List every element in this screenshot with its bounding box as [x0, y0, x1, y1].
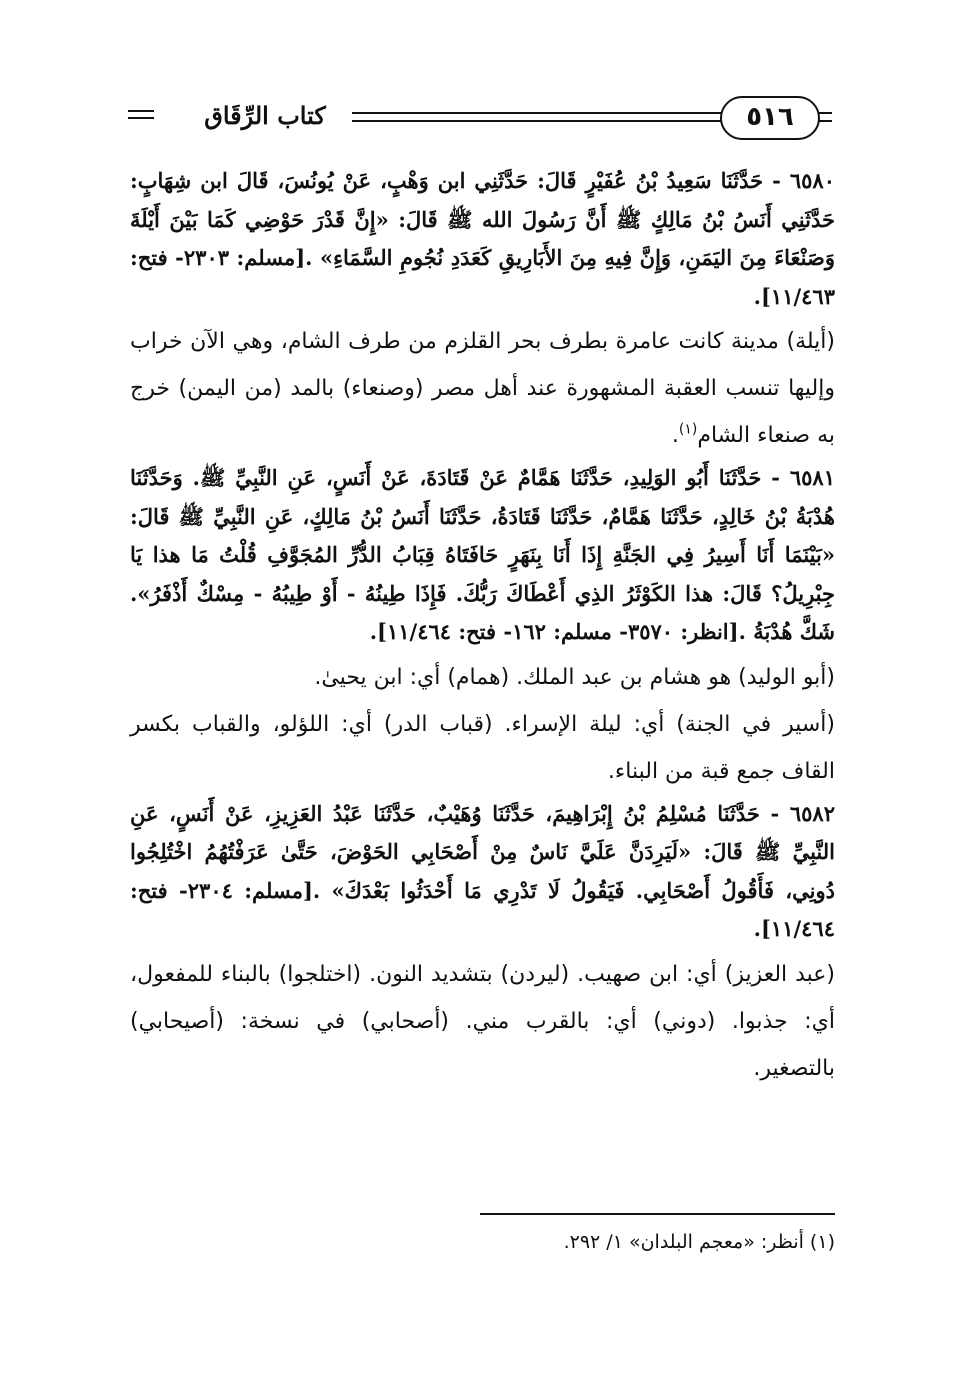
main-text	[130, 162, 835, 1092]
footnote: (١) أنظر: «معجم البلدان» ١/ ٢٩٢.	[563, 1231, 835, 1253]
header-ornament	[128, 110, 154, 112]
commentary-text: (أيلة) مدينة كانت عامرة بطرف بحر القلزم من طرف الشام، وهي الآن خراب وإليها تنسب العقبة المشهورة عند أهل مصر (وصنعاء) بالمد (من اليمن) خرج به صنعاء الشام	[130, 329, 835, 448]
hadith-paragraph: ٦٥٨١ - حَدَّثَنَا أَبُو الوَلِيدِ، حَدَّثَنَا هَمَّامٌ عَنْ قَتَادَةَ، عَنْ أَنَسٍ، عَنِ النَّبِيِّ ﷺ. وَحَدَّثَنَا هُدْبَةُ بْنُ خَالِدٍ، حَدَّثَنَا هَمَّامٌ، حَدَّثَنَا قَتَادَةُ، حَدَّثَنَا أَنَسُ بْنُ مَالِكٍ، عَنِ النَّبِيِّ ﷺ قَالَ: «بَيْنَمَا أَنَا أَسِيرُ فِي الجَنَّةِ إِذَا أَنَا بِنَهَرٍ حَافَتَاهُ قِبَابُ الدُّرِّ المُجَوَّفِ قُلْتُ مَا هذا يَا جِبْرِيلُ؟ قَالَ: هذا الكَوْثَرُ الذِي أَعْطَاكَ رَبُّكَ. فَإِذَا طِينُهُ - أَوْ طِيبُهُ - مِسْكٌ أَذْفَرُ». شَكَّ هُدْبَةُ .[انظر: ٣٥٧٠- مسلم: ١٦٢- فتح: ١١/٤٦٤].	[130, 465, 835, 644]
footnote-reference[interactable]: (١)	[678, 421, 698, 438]
commentary-tail: .	[671, 423, 679, 448]
commentary-paragraph	[130, 318, 835, 459]
page-header	[120, 92, 835, 142]
page-number: ٥١٦	[720, 96, 820, 140]
footnote-separator	[480, 1213, 835, 1215]
hadith-paragraph: ٦٥٨٠ - حَدَّثَنَا سَعِيدُ بْنُ عُفَيْرٍ قَالَ: حَدَّثَنِي ابن وَهْبٍ، عَنْ يُونُسَ، قَالَ ابن شِهَابٍ: حَدَّثَنِي أَنَسُ بْنُ مَالِكٍ ﷺ أَنَّ رَسُولَ الله ﷺ قَالَ: «إِنَّ قَدْرَ حَوْضِي كَمَا بَيْنَ أَيْلَةَ وَصَنْعَاءَ مِنَ اليَمَنِ، وَإِنَّ فِيهِ مِنَ الأَبَارِيقِ كَعَدَدِ نُجُومِ السَّمَاءِ» .[مسلم: ٢٣٠٣- فتح: ١١/٤٦٣].	[130, 168, 835, 309]
commentary-paragraph: (أسير في الجنة) أي: ليلة الإسراء. (قباب الدر) أي: اللؤلو، والقباب بكسر القاف جمع قبة من البناء.	[130, 711, 835, 784]
commentary-paragraph: (عبد العزيز) أي: ابن صهيب. (ليردن) بتشديد النون. (اختلجوا) بالبناء للمفعول، أي: جذبوا. (دوني) أي: بالقرب مني. (أصحابي) في نسخة: (أصيحابي) بالتصغير.	[130, 961, 835, 1081]
header-ornament	[128, 117, 154, 119]
book-title: كتاب الرِّقَاق	[204, 101, 326, 130]
hadith-paragraph: ٦٥٨٢ - حَدَّثَنَا مُسْلِمُ بْنُ إِبْرَاهِيمَ، حَدَّثَنَا وُهَيْبٌ، حَدَّثَنَا عَبْدُ العَزِيزِ، عَنْ أَنَسٍ، عَنِ النَّبِيِّ ﷺ قَالَ: «لَيَرِدَنَّ عَلَيَّ نَاسٌ مِنْ أَصْحَابِي الحَوْضَ، حَتَّىٰ عَرَفْتُهُمُ اخْتُلِجُوا دُونِي، فَأَقُولُ أَصْحَابِي. فَيَقُولُ لَا تَدْرِي مَا أَحْدَثُوا بَعْدَكَ» .[مسلم: ٢٣٠٤- فتح: ١١/٤٦٤].	[130, 800, 835, 941]
commentary-paragraph: (أبو الوليد) هو هشام بن عبد الملك. (همام) أي: ابن يحيىٰ.	[314, 664, 835, 690]
